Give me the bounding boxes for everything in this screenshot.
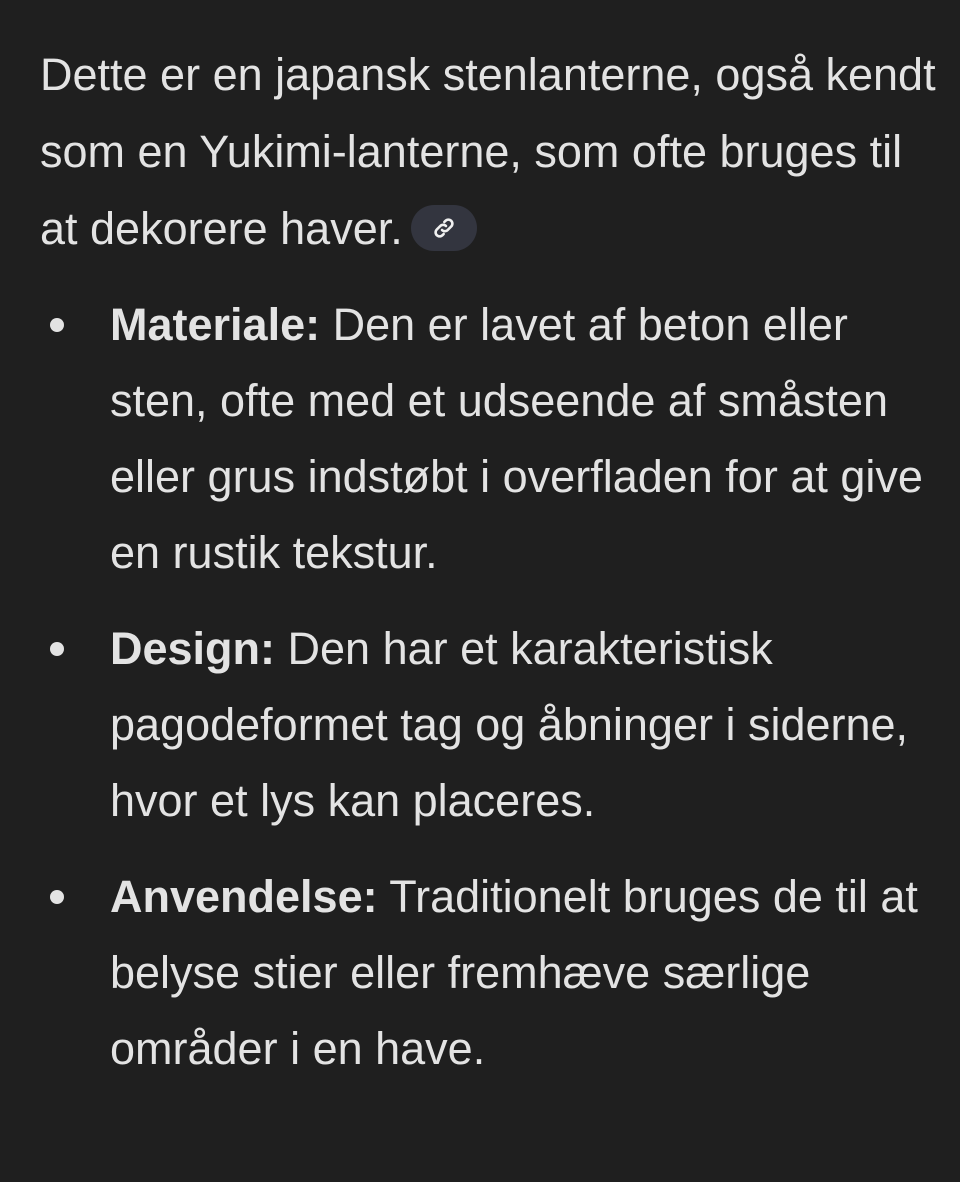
item-text: Traditionelt bruges de til at belyse stier eller fremhæve særlige områder i en have.	[110, 871, 918, 1074]
bullet-icon	[50, 642, 64, 656]
item-label: Design:	[110, 623, 276, 674]
item-label: Materiale:	[110, 299, 321, 350]
list-item	[40, 611, 930, 839]
bullet-icon	[50, 318, 64, 332]
list-item	[40, 859, 930, 1087]
list-item	[40, 287, 930, 591]
item-text: Den er lavet af beton eller sten, ofte med et udseende af småsten eller grus indstøbt i overfladen for at give en rustik tekstur.	[110, 299, 923, 578]
item-text: Den har et karakteristisk pagodeformet tag og åbninger i siderne, hvor et lys kan placeres.	[110, 623, 909, 826]
intro-text: Dette er en japansk stenlanterne, også kendt som en Yukimi-lanterne, som ofte bruges til at dekorere haver.	[40, 49, 936, 254]
bullet-icon	[50, 890, 64, 904]
item-label: Anvendelse:	[110, 871, 378, 922]
intro-paragraph	[40, 36, 940, 267]
details-list	[40, 287, 930, 1087]
source-link-button[interactable]	[411, 205, 477, 251]
link-icon	[432, 216, 456, 240]
